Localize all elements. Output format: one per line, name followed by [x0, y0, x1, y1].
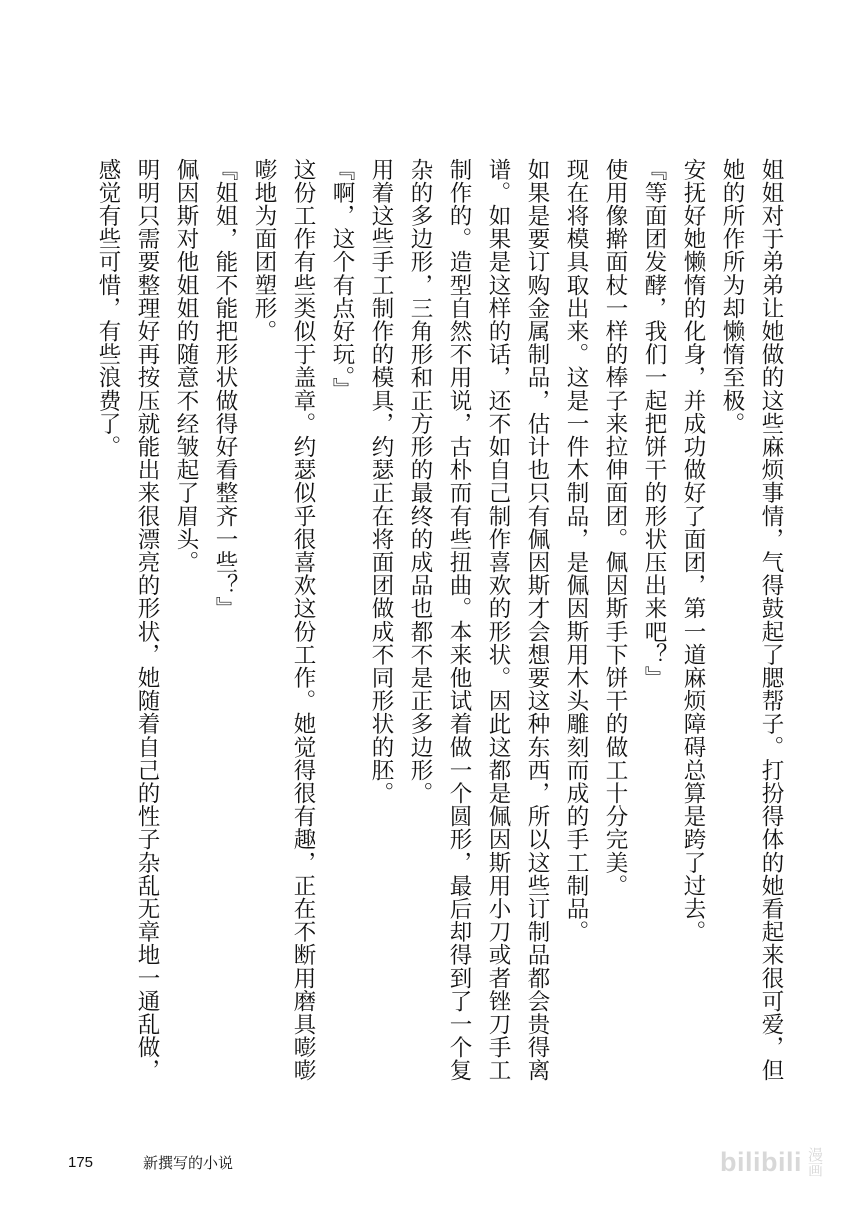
novel-text-body: [50, 158, 790, 1098]
paragraph-7: 用着这些手工制作的模具，约瑟正在将面团做成不同形状的胚。: [368, 158, 394, 805]
paragraph-1: 姐姐对于弟弟让她做的这些麻烦事情，气得鼓起了腮帮子。打扮得体的她看起来很可爱，但她的所作所为却懒惰至极。: [719, 158, 784, 1082]
watermark-logo-cn: 漫画: [806, 1147, 824, 1177]
paragraph-4: 使用像擀面杖一样的棒子来拉伸面团。佩因斯手下饼干的做工十分完美。: [602, 158, 628, 898]
paragraph-8: 『啊，这个有点好玩。』: [329, 158, 355, 401]
watermark-logo-text: bilibili: [720, 1147, 802, 1177]
page-number: 175: [68, 1154, 94, 1171]
bilibili-watermark-logo: [720, 1147, 830, 1187]
paragraph-10: 『姐姐，能不能把形状做得好看整齐一些？』: [212, 158, 238, 620]
paragraph-11: 佩因斯对他姐姐的随意不经皱起了眉头。: [173, 158, 199, 574]
book-title: 新撰写的小说: [143, 1154, 234, 1172]
paragraph-5: 现在将模具取出来。这是一件木制品，是佩因斯用木头雕刻而成的手工制品。: [563, 158, 589, 944]
paragraph-6: 如果是要订购金属制品，估计也只有佩因斯才会想要这种东西，所以这些订制品都会贵得离谱。如果是这样的话，还不如自己制作喜欢的形状。因此这都是佩因斯用小刀或者锉刀手工制作的。造型自然不用说，古朴而有些扭曲。本来他试着做一个圆形，最后却得到了一个复杂的多边形，三角形和正方形的最终的成品也都不是正多边形。: [407, 158, 550, 1082]
paragraph-12: 明明只需要整理好再按压就能出来很漂亮的形状，她随着自己的性子杂乱无章地一通乱做，感觉有些可惜，有些浪费了。: [95, 158, 160, 1082]
paragraph-3: 『等面团发酵，我们一起把饼干的形状压出来吧？』: [641, 158, 667, 690]
paragraph-9: 这份工作有些类似于盖章。约瑟似乎很喜欢这份工作。她觉得很有趣，正在不断用磨具嘭嘭嘭地为面团塑形。: [251, 158, 316, 1082]
paragraph-2: 安抚好她懒惰的化身，并成功做好了面团，第一道麻烦障碍总算是跨了过去。: [680, 158, 706, 944]
